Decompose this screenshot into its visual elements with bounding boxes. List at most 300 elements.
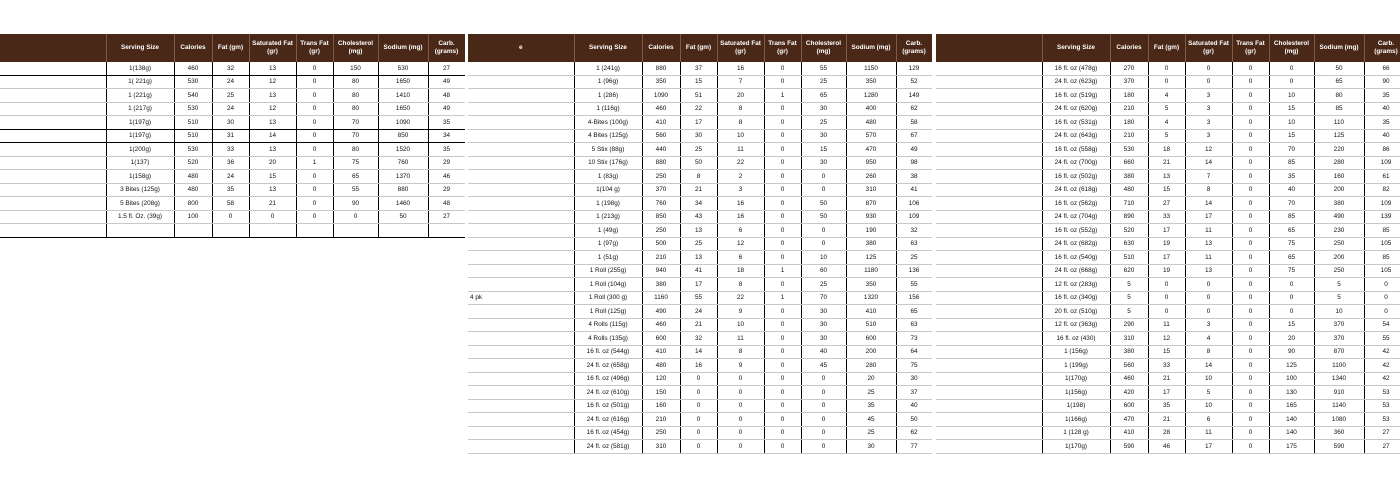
cell-saturated-fat: 18 [717, 264, 764, 278]
table-row [936, 116, 1400, 130]
cell-fat: 35 [212, 183, 249, 197]
cell-saturated-fat: 14 [1185, 359, 1232, 373]
cell-serving-size: 16 fl. oz (531g) [1042, 116, 1110, 130]
cell-carbs: 52 [896, 75, 932, 89]
table-row [936, 129, 1400, 143]
cell-item-name [468, 102, 574, 116]
cell-trans-fat: 0 [296, 170, 333, 184]
cell-item-name [468, 345, 574, 359]
cell-saturated-fat: 15 [249, 170, 296, 184]
cell-item-name [468, 89, 574, 103]
cell-trans-fat: 0 [1232, 62, 1269, 75]
cell-sodium: 30 [846, 440, 896, 454]
cell-trans-fat: 0 [1232, 440, 1269, 454]
cell-fat: 27 [1148, 197, 1185, 211]
cell-item-name [936, 129, 1042, 143]
cell-fat: 0 [680, 413, 717, 427]
cell-calories: 310 [642, 440, 680, 454]
cell-sodium: 360 [1314, 426, 1364, 440]
cell-item-name [468, 237, 574, 251]
cell-serving-size: 16 fl. oz (540g) [1042, 251, 1110, 265]
cell-carbs: 34 [428, 129, 465, 143]
cell-calories: 410 [642, 116, 680, 130]
cell-cholesterol: 55 [801, 62, 846, 75]
cell-sodium: 1150 [846, 62, 896, 75]
cell-sodium: 600 [846, 332, 896, 346]
cell-carbs: 35 [428, 116, 465, 130]
cell-sodium: 1520 [378, 143, 428, 157]
cell-sodium: 380 [846, 237, 896, 251]
cell-fat: 50 [680, 156, 717, 170]
cell-cholesterol: 30 [801, 318, 846, 332]
cell-calories: 590 [1110, 440, 1148, 454]
cell-calories: 310 [1110, 332, 1148, 346]
cell-fat: 28 [1148, 426, 1185, 440]
cell-carbs: 49 [428, 75, 465, 89]
cell-cholesterol: 65 [333, 170, 378, 184]
cell-carbs: 53 [1364, 399, 1400, 413]
cell-saturated-fat: 8 [717, 345, 764, 359]
table-row [936, 237, 1400, 251]
cell-calories: 850 [642, 210, 680, 224]
column-header-sodium: Sodium (mg) [378, 34, 428, 62]
cell-serving-size: 16 fl. oz (502g) [1042, 170, 1110, 184]
table-row [936, 345, 1400, 359]
cell-item-name [0, 210, 106, 224]
cell-fat: 25 [680, 143, 717, 157]
cell-sodium: 370 [1314, 318, 1364, 332]
cell-trans-fat: 0 [1232, 89, 1269, 103]
cell-saturated-fat: 22 [717, 156, 764, 170]
cell-calories: 5 [1110, 291, 1148, 305]
cell-item-name [936, 413, 1042, 427]
cell-sodium: 400 [846, 102, 896, 116]
cell-item-name [468, 426, 574, 440]
table-row [936, 156, 1400, 170]
cell-serving-size: 20 fl. oz (510g) [1042, 305, 1110, 319]
table-row [468, 318, 932, 332]
cell-trans-fat: 0 [764, 143, 801, 157]
cell-carbs [428, 224, 465, 238]
cell-calories: 530 [1110, 143, 1148, 157]
cell-calories: 210 [642, 413, 680, 427]
nutrition-table-2 [468, 34, 932, 454]
cell-serving-size: 24 fl. oz (704g) [1042, 210, 1110, 224]
table-row [936, 264, 1400, 278]
cell-sodium: 350 [846, 75, 896, 89]
cell-sodium: 1090 [378, 116, 428, 130]
cell-item-name [468, 318, 574, 332]
cell-carbs: 136 [896, 264, 932, 278]
table-row [0, 89, 465, 103]
cell-trans-fat: 0 [296, 197, 333, 211]
cell-carbs: 82 [1364, 183, 1400, 197]
cell-sodium: 910 [1314, 386, 1364, 400]
cell-carbs: 49 [896, 143, 932, 157]
cell-sodium: 230 [1314, 224, 1364, 238]
cell-item-name [0, 116, 106, 130]
cell-cholesterol: 0 [801, 413, 846, 427]
cell-item-name [936, 183, 1042, 197]
cell-saturated-fat: 3 [1185, 102, 1232, 116]
column-header-fat: Fat (gm) [212, 34, 249, 62]
table-row [936, 210, 1400, 224]
cell-serving-size: 1 (217g) [106, 102, 174, 116]
cell-fat: 0 [680, 386, 717, 400]
cell-fat: 24 [680, 305, 717, 319]
cell-trans-fat: 0 [1232, 318, 1269, 332]
cell-carbs: 27 [428, 62, 465, 75]
cell-trans-fat: 0 [764, 345, 801, 359]
cell-item-name [936, 386, 1042, 400]
cell-item-name [468, 143, 574, 157]
cell-cholesterol: 75 [333, 156, 378, 170]
cell-carbs: 85 [1364, 251, 1400, 265]
table-row [468, 278, 932, 292]
cell-serving-size: 1.5 fl. Oz. (39g) [106, 210, 174, 224]
cell-cholesterol: 65 [801, 89, 846, 103]
cell-sodium: 1460 [378, 197, 428, 211]
cell-cholesterol: 50 [801, 210, 846, 224]
cell-trans-fat: 0 [764, 237, 801, 251]
table-row [936, 305, 1400, 319]
cell-cholesterol: 0 [801, 183, 846, 197]
cell-trans-fat: 0 [764, 278, 801, 292]
cell-item-name [468, 399, 574, 413]
cell-calories: 350 [642, 75, 680, 89]
cell-item-name [936, 426, 1042, 440]
cell-item-name [468, 359, 574, 373]
nutrition-table-1 [0, 34, 465, 238]
cell-serving-size: 16 fl. oz (340g) [1042, 291, 1110, 305]
cell-serving-size: 1(197g) [106, 116, 174, 130]
cell-item-name [936, 102, 1042, 116]
cell-sodium: 45 [846, 413, 896, 427]
cell-fat: 55 [680, 291, 717, 305]
cell-saturated-fat: 8 [1185, 183, 1232, 197]
cell-fat: 5 [1148, 129, 1185, 143]
cell-saturated-fat: 12 [249, 102, 296, 116]
cell-saturated-fat: 9 [717, 359, 764, 373]
cell-calories: 270 [1110, 62, 1148, 75]
table-row [0, 129, 465, 143]
cell-trans-fat: 0 [1232, 129, 1269, 143]
cell-calories: 290 [1110, 318, 1148, 332]
cell-sodium: 250 [1314, 237, 1364, 251]
table-row [468, 305, 932, 319]
cell-sodium: 20 [846, 372, 896, 386]
cell-calories: 440 [642, 143, 680, 157]
cell-fat: 30 [212, 116, 249, 130]
cell-saturated-fat: 21 [249, 197, 296, 211]
table-row [468, 143, 932, 157]
cell-cholesterol: 70 [333, 129, 378, 143]
table-row [468, 62, 932, 75]
cell-sodium: 590 [1314, 440, 1364, 454]
cell-calories: 470 [1110, 413, 1148, 427]
cell-item-name [468, 413, 574, 427]
column-header-serving-size: Serving Size [1042, 34, 1110, 62]
table-row [936, 413, 1400, 427]
cell-carbs: 35 [1364, 116, 1400, 130]
column-header-fat: Fat (gm) [1148, 34, 1185, 62]
table-row [936, 440, 1400, 454]
cell-serving-size: 24 fl. oz (610g) [574, 386, 642, 400]
table-row [0, 156, 465, 170]
cell-calories: 510 [174, 129, 212, 143]
cell-calories: 560 [1110, 359, 1148, 373]
cell-item-name [0, 224, 106, 238]
cell-saturated-fat: 0 [717, 440, 764, 454]
cell-cholesterol: 0 [801, 386, 846, 400]
cell-fat: 4 [1148, 116, 1185, 130]
table-row [936, 62, 1400, 75]
cell-saturated-fat: 14 [1185, 197, 1232, 211]
cell-calories: 150 [642, 386, 680, 400]
cell-trans-fat: 0 [296, 116, 333, 130]
cell-fat: 17 [680, 116, 717, 130]
cell-fat: 13 [680, 251, 717, 265]
cell-sodium: 930 [846, 210, 896, 224]
cell-sodium: 880 [378, 183, 428, 197]
cell-saturated-fat: 16 [717, 210, 764, 224]
cell-saturated-fat: 0 [1185, 62, 1232, 75]
cell-carbs: 30 [896, 372, 932, 386]
cell-trans-fat: 0 [1232, 278, 1269, 292]
cell-sodium: 380 [1314, 197, 1364, 211]
cell-item-name [468, 440, 574, 454]
cell-carbs: 25 [896, 251, 932, 265]
cell-cholesterol: 75 [1269, 264, 1314, 278]
cell-fat: 25 [680, 237, 717, 251]
cell-saturated-fat: 0 [717, 372, 764, 386]
cell-item-name [468, 156, 574, 170]
cell-saturated-fat: 6 [717, 224, 764, 238]
cell-item-name [0, 75, 106, 89]
cell-saturated-fat: 14 [249, 129, 296, 143]
cell-sodium: 1650 [378, 75, 428, 89]
cell-saturated-fat: 20 [717, 89, 764, 103]
table-row [468, 440, 932, 454]
cell-saturated-fat: 13 [1185, 264, 1232, 278]
cell-item-name [936, 291, 1042, 305]
cell-saturated-fat: 0 [717, 399, 764, 413]
cell-saturated-fat: 20 [249, 156, 296, 170]
table-row [468, 345, 932, 359]
cell-fat: 4 [1148, 89, 1185, 103]
cell-serving-size: 1(200g) [106, 143, 174, 157]
cell-serving-size: 16 fl. oz (496g) [574, 372, 642, 386]
cell-saturated-fat: 10 [717, 129, 764, 143]
column-header-carbs: Carb. (grams) [428, 34, 465, 62]
cell-cholesterol: 70 [1269, 197, 1314, 211]
cell-trans-fat: 0 [1232, 224, 1269, 238]
table-row [468, 197, 932, 211]
cell-calories: 380 [1110, 345, 1148, 359]
table-row [936, 426, 1400, 440]
nutrition-table-3 [936, 34, 1400, 454]
cell-serving-size: 1 Roll (255g) [574, 264, 642, 278]
cell-saturated-fat: 0 [717, 413, 764, 427]
cell-serving-size: 16 fl. oz (501g) [574, 399, 642, 413]
table-row [936, 102, 1400, 116]
cell-fat: 17 [1148, 224, 1185, 238]
cell-serving-size: 1(170g) [1042, 372, 1110, 386]
cell-saturated-fat: 8 [1185, 345, 1232, 359]
cell-fat: 58 [212, 197, 249, 211]
cell-calories: 250 [642, 170, 680, 184]
table-row [0, 75, 465, 89]
cell-cholesterol: 55 [333, 183, 378, 197]
cell-saturated-fat: 8 [717, 278, 764, 292]
cell-cholesterol: 0 [801, 426, 846, 440]
cell-serving-size: 16 fl. oz (562g) [1042, 197, 1110, 211]
cell-item-name [468, 372, 574, 386]
cell-sodium: 760 [378, 156, 428, 170]
cell-serving-size: 16 fl. oz (519g) [1042, 89, 1110, 103]
cell-calories: 760 [642, 197, 680, 211]
cell-cholesterol: 10 [1269, 116, 1314, 130]
cell-carbs: 129 [896, 62, 932, 75]
cell-carbs: 139 [1364, 210, 1400, 224]
cell-calories: 210 [1110, 129, 1148, 143]
cell-carbs: 48 [428, 89, 465, 103]
cell-sodium: 200 [1314, 183, 1364, 197]
cell-item-name [936, 197, 1042, 211]
cell-saturated-fat: 2 [717, 170, 764, 184]
cell-calories: 890 [1110, 210, 1148, 224]
cell-saturated-fat: 9 [717, 305, 764, 319]
cell-item-name [936, 305, 1042, 319]
table-row [468, 251, 932, 265]
cell-fat: 0 [1148, 291, 1185, 305]
cell-trans-fat: 0 [764, 251, 801, 265]
cell-trans-fat: 0 [764, 359, 801, 373]
cell-trans-fat: 0 [1232, 305, 1269, 319]
cell-carbs: 109 [1364, 156, 1400, 170]
cell-carbs: 55 [1364, 332, 1400, 346]
cell-sodium: 65 [1314, 75, 1364, 89]
cell-item-name [936, 170, 1042, 184]
cell-fat: 37 [680, 62, 717, 75]
cell-carbs: 40 [1364, 129, 1400, 143]
cell-serving-size: 4 Bites (125g) [574, 129, 642, 143]
cell-sodium: 350 [846, 278, 896, 292]
cell-sodium: 370 [1314, 332, 1364, 346]
cell-trans-fat: 0 [296, 75, 333, 89]
cell-fat: 0 [1148, 75, 1185, 89]
cell-fat: 21 [1148, 372, 1185, 386]
cell-sodium: 870 [1314, 345, 1364, 359]
column-header-item-name [936, 34, 1042, 62]
table-row [468, 359, 932, 373]
cell-calories: 710 [1110, 197, 1148, 211]
cell-item-name [936, 399, 1042, 413]
column-header-saturated-fat: Saturated Fat (gr) [249, 34, 296, 62]
cell-calories: 600 [1110, 399, 1148, 413]
cell-calories: 380 [642, 278, 680, 292]
cell-serving-size: 5 Bites (208g) [106, 197, 174, 211]
cell-trans-fat: 0 [764, 156, 801, 170]
cell-carbs: 156 [896, 291, 932, 305]
header-row [468, 34, 932, 62]
cell-saturated-fat: 12 [717, 237, 764, 251]
cell-trans-fat: 0 [296, 89, 333, 103]
cell-calories: 250 [642, 224, 680, 238]
cell-saturated-fat: 17 [1185, 210, 1232, 224]
cell-item-name [936, 332, 1042, 346]
cell-calories: 160 [642, 399, 680, 413]
column-header-item-name [0, 34, 106, 62]
cell-item-name [936, 156, 1042, 170]
cell-fat: 33 [212, 143, 249, 157]
cell-item-name [936, 278, 1042, 292]
cell-calories: 880 [642, 156, 680, 170]
cell-saturated-fat: 13 [249, 183, 296, 197]
cell-saturated-fat: 11 [1185, 251, 1232, 265]
cell-sodium: 220 [1314, 143, 1364, 157]
cell-sodium: 1320 [846, 291, 896, 305]
cell-carbs: 105 [1364, 237, 1400, 251]
cell-trans-fat: 0 [1232, 116, 1269, 130]
cell-item-name [468, 197, 574, 211]
cell-serving-size: 1 (199g) [1042, 359, 1110, 373]
cell-trans-fat: 0 [1232, 372, 1269, 386]
cell-trans-fat: 0 [296, 129, 333, 143]
cell-cholesterol: 0 [801, 440, 846, 454]
cell-fat: 33 [1148, 359, 1185, 373]
column-header-calories: Calories [642, 34, 680, 62]
cell-calories: 410 [1110, 426, 1148, 440]
cell-trans-fat: 0 [1232, 197, 1269, 211]
cell-carbs: 64 [896, 345, 932, 359]
cell-carbs: 62 [896, 426, 932, 440]
cell-carbs: 67 [896, 129, 932, 143]
cell-fat: 30 [680, 129, 717, 143]
cell-serving-size: 1 (51g) [574, 251, 642, 265]
column-header-calories: Calories [174, 34, 212, 62]
cell-serving-size: 24 fl. oz (682g) [1042, 237, 1110, 251]
table-row [936, 251, 1400, 265]
table-row [936, 75, 1400, 89]
cell-sodium: 125 [846, 251, 896, 265]
table-row [936, 89, 1400, 103]
cell-trans-fat: 0 [1232, 75, 1269, 89]
cell-item-name [468, 183, 574, 197]
cell-trans-fat: 0 [764, 413, 801, 427]
cell-carbs: 27 [428, 210, 465, 224]
cell-sodium: 110 [1314, 116, 1364, 130]
cell-sodium: 1100 [1314, 359, 1364, 373]
cell-item-name [936, 440, 1042, 454]
cell-trans-fat: 0 [764, 62, 801, 75]
cell-fat: 21 [680, 318, 717, 332]
cell-calories: 250 [642, 426, 680, 440]
cell-sodium: 50 [1314, 62, 1364, 75]
cell-serving-size: 4 Rolls (135g) [574, 332, 642, 346]
cell-saturated-fat: 3 [1185, 318, 1232, 332]
cell-serving-size: 1 (221g) [106, 89, 174, 103]
cell-cholesterol: 80 [333, 75, 378, 89]
cell-sodium: 25 [846, 426, 896, 440]
cell-trans-fat: 0 [764, 440, 801, 454]
cell-fat: 17 [680, 278, 717, 292]
cell-serving-size: 1 (49g) [574, 224, 642, 238]
cell-saturated-fat: 7 [717, 75, 764, 89]
cell-trans-fat: 0 [764, 197, 801, 211]
cell-sodium: 1410 [378, 89, 428, 103]
cell-cholesterol: 75 [1269, 237, 1314, 251]
